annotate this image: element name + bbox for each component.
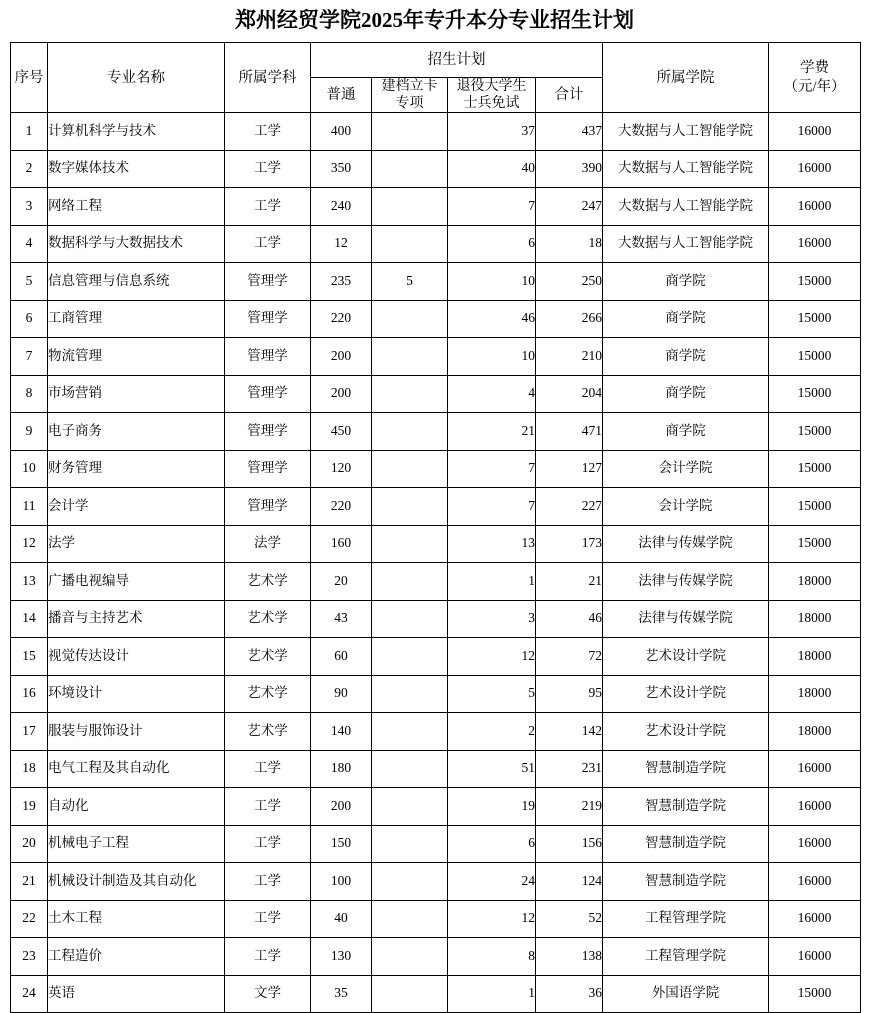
cell-veteran: 7 [448, 450, 536, 488]
cell-subject: 管理学 [225, 413, 311, 451]
table-row [11, 375, 861, 413]
cell-total: 471 [536, 413, 603, 451]
cell-normal: 400 [311, 113, 372, 151]
cell-college: 会计学院 [603, 488, 769, 526]
cell-special [372, 713, 448, 751]
cell-major: 物流管理 [48, 338, 225, 376]
cell-college: 外国语学院 [603, 975, 769, 1013]
cell-index: 1 [11, 113, 48, 151]
table-row [11, 975, 861, 1013]
table-row [11, 750, 861, 788]
cell-total: 210 [536, 338, 603, 376]
cell-veteran: 6 [448, 825, 536, 863]
table-row [11, 638, 861, 676]
table-row [11, 863, 861, 901]
cell-college: 智慧制造学院 [603, 825, 769, 863]
cell-index: 6 [11, 300, 48, 338]
table-row [11, 563, 861, 601]
column-header-college: 所属学院 [603, 43, 769, 113]
cell-special [372, 563, 448, 601]
cell-fee: 16000 [769, 113, 861, 151]
cell-special [372, 488, 448, 526]
table-row [11, 188, 861, 226]
cell-subject: 工学 [225, 863, 311, 901]
cell-subject: 工学 [225, 113, 311, 151]
cell-major: 视觉传达设计 [48, 638, 225, 676]
table-row [11, 525, 861, 563]
cell-special [372, 113, 448, 151]
cell-subject: 工学 [225, 900, 311, 938]
cell-major: 电气工程及其自动化 [48, 750, 225, 788]
cell-special [372, 863, 448, 901]
cell-normal: 240 [311, 188, 372, 226]
cell-special [372, 225, 448, 263]
cell-total: 173 [536, 525, 603, 563]
column-header-veteran-line2: 士兵免试 [463, 96, 520, 112]
cell-college: 智慧制造学院 [603, 750, 769, 788]
cell-normal: 40 [311, 900, 372, 938]
cell-special [372, 750, 448, 788]
cell-veteran: 10 [448, 338, 536, 376]
cell-veteran: 5 [448, 675, 536, 713]
cell-special [372, 938, 448, 976]
column-header-fee [769, 43, 861, 113]
column-header-veteran [448, 78, 536, 113]
cell-total: 437 [536, 113, 603, 151]
cell-subject: 工学 [225, 225, 311, 263]
cell-college: 法律与传媒学院 [603, 525, 769, 563]
cell-fee: 16000 [769, 750, 861, 788]
cell-normal: 20 [311, 563, 372, 601]
column-header-fee-line1: 学费 [800, 60, 829, 77]
cell-subject: 工学 [225, 938, 311, 976]
cell-normal: 350 [311, 150, 372, 188]
table-row [11, 600, 861, 638]
cell-total: 36 [536, 975, 603, 1013]
cell-college: 艺术设计学院 [603, 675, 769, 713]
column-header-veteran-line1: 退役大学生 [456, 79, 527, 94]
cell-veteran: 8 [448, 938, 536, 976]
cell-college: 艺术设计学院 [603, 713, 769, 751]
cell-special [372, 375, 448, 413]
cell-special [372, 975, 448, 1013]
cell-college: 大数据与人工智能学院 [603, 113, 769, 151]
cell-veteran: 40 [448, 150, 536, 188]
cell-veteran: 19 [448, 788, 536, 826]
cell-college: 大数据与人工智能学院 [603, 150, 769, 188]
cell-index: 24 [11, 975, 48, 1013]
cell-fee: 15000 [769, 300, 861, 338]
cell-major: 市场营销 [48, 375, 225, 413]
table-row [11, 675, 861, 713]
cell-normal: 235 [311, 263, 372, 301]
table-row [11, 488, 861, 526]
cell-normal: 90 [311, 675, 372, 713]
cell-college: 商学院 [603, 338, 769, 376]
cell-normal: 220 [311, 488, 372, 526]
cell-fee: 16000 [769, 900, 861, 938]
cell-fee: 16000 [769, 863, 861, 901]
cell-special [372, 450, 448, 488]
cell-total: 204 [536, 375, 603, 413]
table-header-row-1 [11, 43, 861, 78]
cell-major: 自动化 [48, 788, 225, 826]
cell-special [372, 825, 448, 863]
cell-fee: 18000 [769, 713, 861, 751]
cell-veteran: 7 [448, 488, 536, 526]
cell-index: 22 [11, 900, 48, 938]
cell-fee: 16000 [769, 825, 861, 863]
cell-subject: 工学 [225, 825, 311, 863]
cell-normal: 130 [311, 938, 372, 976]
cell-veteran: 12 [448, 638, 536, 676]
table-row [11, 150, 861, 188]
cell-total: 227 [536, 488, 603, 526]
cell-fee: 15000 [769, 450, 861, 488]
cell-college: 商学院 [603, 375, 769, 413]
cell-index: 18 [11, 750, 48, 788]
cell-special [372, 788, 448, 826]
cell-college: 商学院 [603, 300, 769, 338]
cell-total: 247 [536, 188, 603, 226]
cell-index: 20 [11, 825, 48, 863]
column-header-subject: 所属学科 [225, 43, 311, 113]
table-row [11, 338, 861, 376]
cell-major: 环境设计 [48, 675, 225, 713]
cell-veteran: 3 [448, 600, 536, 638]
cell-normal: 120 [311, 450, 372, 488]
cell-major: 土木工程 [48, 900, 225, 938]
column-header-index: 序号 [11, 43, 48, 113]
column-header-total: 合计 [536, 78, 603, 113]
cell-normal: 160 [311, 525, 372, 563]
cell-major: 机械电子工程 [48, 825, 225, 863]
cell-index: 15 [11, 638, 48, 676]
column-header-plan-group: 招生计划 [311, 43, 603, 78]
cell-special: 5 [372, 263, 448, 301]
cell-fee: 16000 [769, 788, 861, 826]
cell-major: 财务管理 [48, 450, 225, 488]
cell-subject: 艺术学 [225, 675, 311, 713]
cell-normal: 200 [311, 788, 372, 826]
cell-veteran: 4 [448, 375, 536, 413]
cell-total: 127 [536, 450, 603, 488]
cell-major: 数据科学与大数据技术 [48, 225, 225, 263]
cell-subject: 艺术学 [225, 638, 311, 676]
cell-normal: 220 [311, 300, 372, 338]
cell-fee: 18000 [769, 600, 861, 638]
table-row [11, 263, 861, 301]
cell-total: 231 [536, 750, 603, 788]
cell-total: 266 [536, 300, 603, 338]
cell-fee: 18000 [769, 638, 861, 676]
cell-major: 网络工程 [48, 188, 225, 226]
cell-fee: 15000 [769, 975, 861, 1013]
cell-total: 390 [536, 150, 603, 188]
column-header-special [372, 78, 448, 113]
cell-subject: 工学 [225, 150, 311, 188]
cell-index: 13 [11, 563, 48, 601]
cell-normal: 12 [311, 225, 372, 263]
cell-special [372, 150, 448, 188]
cell-subject: 工学 [225, 750, 311, 788]
cell-major: 法学 [48, 525, 225, 563]
cell-college: 大数据与人工智能学院 [603, 188, 769, 226]
cell-normal: 60 [311, 638, 372, 676]
cell-total: 138 [536, 938, 603, 976]
cell-total: 21 [536, 563, 603, 601]
column-header-major: 专业名称 [48, 43, 225, 113]
cell-index: 11 [11, 488, 48, 526]
cell-veteran: 2 [448, 713, 536, 751]
cell-veteran: 21 [448, 413, 536, 451]
cell-fee: 15000 [769, 413, 861, 451]
enrollment-plan-table-wrapper [10, 42, 860, 1013]
cell-fee: 16000 [769, 225, 861, 263]
cell-college: 工程管理学院 [603, 900, 769, 938]
cell-normal: 450 [311, 413, 372, 451]
cell-index: 16 [11, 675, 48, 713]
cell-index: 9 [11, 413, 48, 451]
cell-normal: 200 [311, 338, 372, 376]
cell-total: 124 [536, 863, 603, 901]
cell-subject: 管理学 [225, 338, 311, 376]
cell-major: 英语 [48, 975, 225, 1013]
cell-subject: 工学 [225, 188, 311, 226]
table-body [11, 113, 861, 1013]
cell-college: 商学院 [603, 263, 769, 301]
cell-index: 21 [11, 863, 48, 901]
cell-major: 会计学 [48, 488, 225, 526]
cell-index: 12 [11, 525, 48, 563]
cell-fee: 18000 [769, 563, 861, 601]
cell-total: 52 [536, 900, 603, 938]
cell-major: 数字媒体技术 [48, 150, 225, 188]
cell-special [372, 300, 448, 338]
cell-index: 14 [11, 600, 48, 638]
cell-major: 广播电视编导 [48, 563, 225, 601]
cell-index: 3 [11, 188, 48, 226]
cell-college: 智慧制造学院 [603, 788, 769, 826]
cell-college: 大数据与人工智能学院 [603, 225, 769, 263]
cell-fee: 15000 [769, 375, 861, 413]
cell-fee: 15000 [769, 338, 861, 376]
cell-special [372, 413, 448, 451]
cell-index: 19 [11, 788, 48, 826]
column-header-special-line2: 专项 [395, 96, 424, 112]
cell-total: 142 [536, 713, 603, 751]
table-row [11, 788, 861, 826]
cell-normal: 200 [311, 375, 372, 413]
cell-veteran: 10 [448, 263, 536, 301]
cell-fee: 18000 [769, 675, 861, 713]
cell-subject: 管理学 [225, 375, 311, 413]
cell-fee: 15000 [769, 263, 861, 301]
cell-veteran: 1 [448, 975, 536, 1013]
cell-major: 计算机科学与技术 [48, 113, 225, 151]
cell-index: 23 [11, 938, 48, 976]
cell-index: 7 [11, 338, 48, 376]
table-row [11, 450, 861, 488]
column-header-special-line1: 建档立卡 [381, 79, 438, 94]
cell-major: 信息管理与信息系统 [48, 263, 225, 301]
cell-college: 艺术设计学院 [603, 638, 769, 676]
cell-subject: 艺术学 [225, 600, 311, 638]
table-row [11, 225, 861, 263]
table-row [11, 113, 861, 151]
cell-subject: 艺术学 [225, 563, 311, 601]
cell-fee: 15000 [769, 488, 861, 526]
cell-major: 工商管理 [48, 300, 225, 338]
cell-subject: 文学 [225, 975, 311, 1013]
cell-college: 会计学院 [603, 450, 769, 488]
cell-index: 4 [11, 225, 48, 263]
cell-subject: 管理学 [225, 263, 311, 301]
cell-special [372, 188, 448, 226]
cell-normal: 35 [311, 975, 372, 1013]
cell-normal: 140 [311, 713, 372, 751]
cell-major: 服装与服饰设计 [48, 713, 225, 751]
column-header-normal: 普通 [311, 78, 372, 113]
table-row [11, 300, 861, 338]
cell-veteran: 1 [448, 563, 536, 601]
cell-total: 46 [536, 600, 603, 638]
cell-subject: 法学 [225, 525, 311, 563]
table-row [11, 413, 861, 451]
cell-special [372, 638, 448, 676]
cell-major: 机械设计制造及其自动化 [48, 863, 225, 901]
cell-total: 250 [536, 263, 603, 301]
cell-normal: 100 [311, 863, 372, 901]
cell-subject: 工学 [225, 788, 311, 826]
cell-college: 法律与传媒学院 [603, 563, 769, 601]
cell-veteran: 6 [448, 225, 536, 263]
enrollment-plan-table [10, 42, 861, 1013]
cell-subject: 艺术学 [225, 713, 311, 751]
cell-subject: 管理学 [225, 300, 311, 338]
cell-subject: 管理学 [225, 450, 311, 488]
cell-index: 8 [11, 375, 48, 413]
table-row [11, 713, 861, 751]
cell-veteran: 37 [448, 113, 536, 151]
cell-fee: 16000 [769, 188, 861, 226]
cell-college: 商学院 [603, 413, 769, 451]
cell-index: 17 [11, 713, 48, 751]
cell-index: 10 [11, 450, 48, 488]
cell-fee: 16000 [769, 150, 861, 188]
cell-special [372, 675, 448, 713]
cell-normal: 150 [311, 825, 372, 863]
cell-veteran: 7 [448, 188, 536, 226]
cell-index: 5 [11, 263, 48, 301]
cell-veteran: 46 [448, 300, 536, 338]
cell-veteran: 12 [448, 900, 536, 938]
cell-special [372, 900, 448, 938]
column-header-fee-line2: （元/年） [783, 78, 846, 95]
cell-normal: 180 [311, 750, 372, 788]
cell-major: 工程造价 [48, 938, 225, 976]
cell-total: 156 [536, 825, 603, 863]
cell-veteran: 24 [448, 863, 536, 901]
cell-major: 电子商务 [48, 413, 225, 451]
cell-total: 72 [536, 638, 603, 676]
table-header [11, 43, 861, 113]
cell-total: 95 [536, 675, 603, 713]
cell-fee: 16000 [769, 938, 861, 976]
cell-college: 工程管理学院 [603, 938, 769, 976]
cell-fee: 15000 [769, 525, 861, 563]
cell-index: 2 [11, 150, 48, 188]
cell-total: 18 [536, 225, 603, 263]
cell-normal: 43 [311, 600, 372, 638]
cell-veteran: 51 [448, 750, 536, 788]
table-row [11, 938, 861, 976]
page-title: 郑州经贸学院2025年专升本分专业招生计划 [235, 8, 634, 32]
cell-special [372, 600, 448, 638]
cell-subject: 管理学 [225, 488, 311, 526]
cell-college: 智慧制造学院 [603, 863, 769, 901]
table-row [11, 900, 861, 938]
cell-special [372, 525, 448, 563]
table-row [11, 825, 861, 863]
cell-total: 219 [536, 788, 603, 826]
cell-special [372, 338, 448, 376]
cell-veteran: 13 [448, 525, 536, 563]
cell-college: 法律与传媒学院 [603, 600, 769, 638]
cell-major: 播音与主持艺术 [48, 600, 225, 638]
